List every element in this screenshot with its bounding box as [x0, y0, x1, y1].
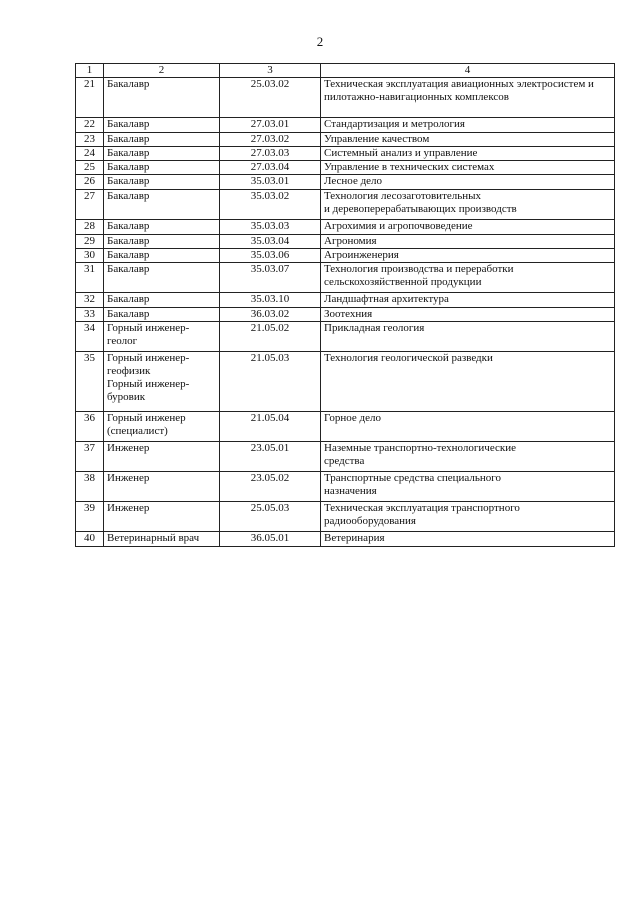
code-cell: 35.03.04	[220, 235, 321, 249]
qualification-cell: Бакалавр	[104, 235, 220, 249]
row-number: 27	[76, 190, 104, 220]
specialty-name-cell: Системный анализ и управление	[321, 147, 615, 161]
qualification-cell: Горный инженер- геолог	[104, 322, 220, 352]
code-cell: 21.05.04	[220, 412, 321, 442]
qualification-cell: Инженер	[104, 472, 220, 502]
specialty-name-cell: Прикладная геология	[321, 322, 615, 352]
code-cell: 27.03.03	[220, 147, 321, 161]
row-number: 32	[76, 293, 104, 308]
specialty-name-cell: Горное дело	[321, 412, 615, 442]
qualification-cell: Бакалавр	[104, 175, 220, 190]
table-row	[76, 442, 615, 472]
table-row	[76, 412, 615, 442]
row-number: 34	[76, 322, 104, 352]
specialty-name-cell: Зоотехния	[321, 308, 615, 322]
row-number: 37	[76, 442, 104, 472]
row-number: 23	[76, 133, 104, 147]
specialty-name-cell: Техническая эксплуатация транспортного радиооборудования	[321, 502, 615, 532]
qualification-cell: Бакалавр	[104, 118, 220, 133]
specialty-name-cell: Транспортные средства специального назначения	[321, 472, 615, 502]
code-cell: 35.03.02	[220, 190, 321, 220]
table-row	[76, 190, 615, 220]
qualification-cell: Бакалавр	[104, 78, 220, 118]
code-cell: 35.03.10	[220, 293, 321, 308]
qualification-cell: Бакалавр	[104, 308, 220, 322]
qualification-cell: Бакалавр	[104, 147, 220, 161]
specialty-name-cell: Лесное дело	[321, 175, 615, 190]
table-row	[76, 133, 615, 147]
qualification-cell: Бакалавр	[104, 249, 220, 263]
code-cell: 27.03.02	[220, 133, 321, 147]
table-row	[76, 235, 615, 249]
specialty-name-cell: Ветеринария	[321, 532, 615, 547]
row-number: 40	[76, 532, 104, 547]
qualification-cell: Бакалавр	[104, 133, 220, 147]
specialties-table	[75, 63, 615, 547]
table-row	[76, 502, 615, 532]
specialty-name-cell: Агрономия	[321, 235, 615, 249]
specialty-name-cell: Агрохимия и агропочвоведение	[321, 220, 615, 235]
specialty-name-cell: Наземные транспортно-технологические средства	[321, 442, 615, 472]
header-col-3: 3	[220, 64, 321, 78]
table-row	[76, 147, 615, 161]
row-number: 24	[76, 147, 104, 161]
table-row	[76, 308, 615, 322]
row-number: 33	[76, 308, 104, 322]
qualification-cell: Бакалавр	[104, 220, 220, 235]
code-cell: 35.03.07	[220, 263, 321, 293]
table-row	[76, 322, 615, 352]
row-number: 25	[76, 161, 104, 175]
code-cell: 21.05.02	[220, 322, 321, 352]
header-col-1: 1	[76, 64, 104, 78]
table-row	[76, 220, 615, 235]
table-row	[76, 78, 615, 118]
specialty-name-cell: Управление качеством	[321, 133, 615, 147]
specialty-name-cell: Технология геологической разведки	[321, 352, 615, 412]
qualification-cell: Бакалавр	[104, 161, 220, 175]
code-cell: 23.05.01	[220, 442, 321, 472]
specialty-name-cell: Техническая эксплуатация авиационных электросистем и пилотажно-навигационных комплексов	[321, 78, 615, 118]
qualification-cell: Инженер	[104, 442, 220, 472]
code-cell: 35.03.01	[220, 175, 321, 190]
row-number: 38	[76, 472, 104, 502]
row-number: 28	[76, 220, 104, 235]
specialty-name-cell: Технология лесозаготовительных и деревоперерабатывающих производств	[321, 190, 615, 220]
table-row	[76, 293, 615, 308]
code-cell: 25.05.03	[220, 502, 321, 532]
code-cell: 27.03.01	[220, 118, 321, 133]
specialty-name-cell: Стандартизация и метрология	[321, 118, 615, 133]
table-row	[76, 175, 615, 190]
table-header-row	[76, 64, 615, 78]
qualification-cell: Бакалавр	[104, 190, 220, 220]
page-number: 2	[316, 34, 324, 49]
code-cell: 35.03.06	[220, 249, 321, 263]
qualification-cell: Горный инженер (специалист)	[104, 412, 220, 442]
specialty-name-cell: Управление в технических системах	[321, 161, 615, 175]
row-number: 26	[76, 175, 104, 190]
code-cell: 35.03.03	[220, 220, 321, 235]
table-body	[76, 78, 615, 547]
code-cell: 36.05.01	[220, 532, 321, 547]
specialty-name-cell: Ландшафтная архитектура	[321, 293, 615, 308]
code-cell: 27.03.04	[220, 161, 321, 175]
code-cell: 36.03.02	[220, 308, 321, 322]
qualification-cell: Инженер	[104, 502, 220, 532]
qualification-cell: Бакалавр	[104, 263, 220, 293]
table-row	[76, 352, 615, 412]
table-row	[76, 472, 615, 502]
specialty-name-cell: Технология производства и переработки сельскохозяйственной продукции	[321, 263, 615, 293]
table-row	[76, 532, 615, 547]
header-col-4: 4	[321, 64, 615, 78]
table-row	[76, 118, 615, 133]
table-row	[76, 249, 615, 263]
row-number: 35	[76, 352, 104, 412]
specialty-name-cell: Агроинженерия	[321, 249, 615, 263]
header-col-2: 2	[104, 64, 220, 78]
qualification-cell: Горный инженер- геофизик Горный инженер- буровик	[104, 352, 220, 412]
row-number: 39	[76, 502, 104, 532]
code-cell: 23.05.02	[220, 472, 321, 502]
code-cell: 25.03.02	[220, 78, 321, 118]
table-row	[76, 263, 615, 293]
row-number: 22	[76, 118, 104, 133]
row-number: 21	[76, 78, 104, 118]
table-row	[76, 161, 615, 175]
code-cell: 21.05.03	[220, 352, 321, 412]
row-number: 29	[76, 235, 104, 249]
row-number: 31	[76, 263, 104, 293]
qualification-cell: Бакалавр	[104, 293, 220, 308]
qualification-cell: Ветеринарный врач	[104, 532, 220, 547]
row-number: 30	[76, 249, 104, 263]
row-number: 36	[76, 412, 104, 442]
